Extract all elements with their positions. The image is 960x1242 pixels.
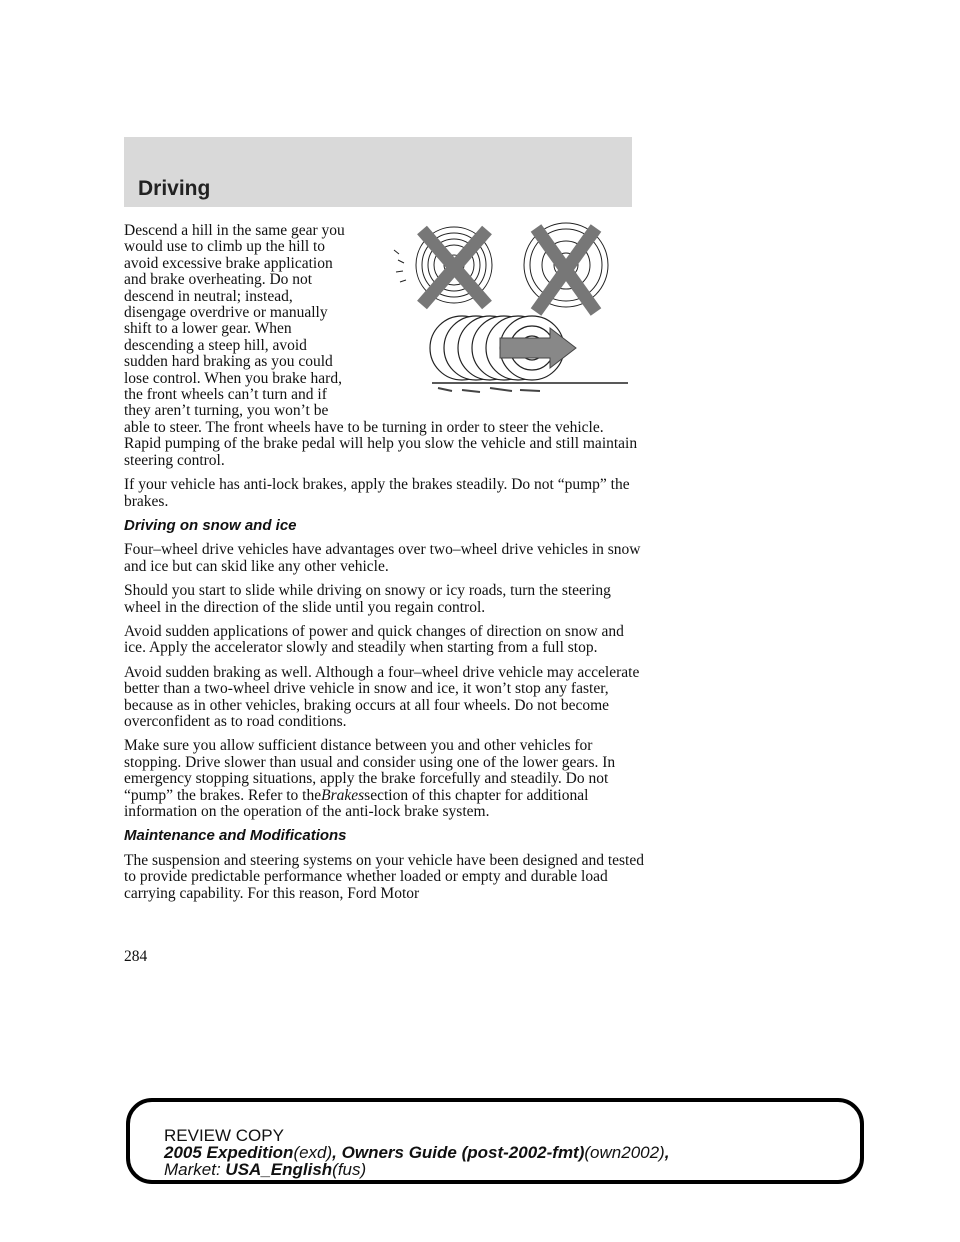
page-content — [124, 223, 644, 910]
footer-market: USA_English — [225, 1160, 333, 1179]
paragraph-text: section of this chapter for additional information on the operation of the anti-lock brake system. — [124, 786, 589, 820]
intro-line: shift to a lower gear. When — [124, 320, 292, 338]
body-paragraph: Four–wheel drive vehicles have advantages over two–wheel drive vehicles in snow and ice but can skid like any other vehicle. — [124, 541, 641, 575]
footer-market-line — [164, 1160, 366, 1180]
chapter-title: Driving — [138, 177, 211, 200]
section-heading-maintenance: Maintenance and Modifications — [124, 827, 347, 845]
page-number: 284 — [124, 948, 148, 965]
footer-separator: , — [664, 1143, 670, 1162]
footer-guide-code: (own2002) — [584, 1143, 665, 1162]
intro-line: avoid excessive brake application — [124, 254, 333, 272]
intro-line: lose control. When you brake hard, — [124, 369, 342, 387]
intro-line: sudden hard braking as you could — [124, 353, 333, 371]
intro-line: they aren’t turning, you won’t be — [124, 402, 329, 420]
intro-wrapped-lines — [124, 223, 644, 420]
intro-line: the front wheels can’t turn and if — [124, 386, 327, 404]
abs-paragraph: If your vehicle has anti-lock brakes, apply the brakes steadily. Do not “pump” the brakes. — [124, 476, 630, 510]
paragraph-text: Make sure you allow sufficient distance between you and other vehicles for stopping. Drive slower than usual and consider using one of the lower gears. In emergency stopping situations, apply the brake forcefully and steadily. Do not “pump” the brakes. Refer to the — [124, 737, 616, 804]
intro-line: and brake overheating. Do not — [124, 271, 313, 289]
footer-separator: , — [332, 1143, 342, 1162]
body-paragraph: Avoid sudden braking as well. Although a four–wheel drive vehicle may accelerate better than a two-wheel drive vehicle in snow and ice, it won’t stop any faster, because as in other vehicles, braking occurs at all four wheels. Do not become overconfident as to road conditions. — [124, 663, 640, 730]
footer-guide: Owners Guide (post-2002-fmt) — [341, 1143, 585, 1162]
footer-market-label: Market: — [164, 1160, 221, 1179]
footer-market-code: (fus) — [332, 1160, 367, 1179]
intro-line: descend in neutral; instead, — [124, 287, 293, 305]
section-heading-snow-ice: Driving on snow and ice — [124, 516, 297, 534]
body-paragraph — [124, 738, 644, 820]
intro-line: would use to climb up the hill to — [124, 238, 326, 256]
intro-line: descending a steep hill, avoid — [124, 336, 307, 354]
body-paragraph: Avoid sudden applications of power and quick changes of direction on snow and ice. Apply the accelerator slowly and steadily when starting from a full stop. — [124, 622, 624, 657]
intro-line: disengage overdrive or manually — [124, 304, 328, 322]
brakes-reference: Brakes — [321, 786, 365, 804]
body-paragraph: The suspension and steering systems on your vehicle have been designed and tested to provide predictable performance whether loaded or empty and durable load carrying capability. For this reason, Ford Motor — [124, 851, 644, 902]
intro-line: Descend a hill in the same gear you — [124, 222, 345, 239]
footer-model: 2005 Expedition — [164, 1143, 294, 1162]
intro-paragraph-tail: able to steer. The front wheels have to be turning in order to steer the vehicle. Rapid pumping of the brake pedal will help you slow the vehicle and still maintain steering control. — [124, 418, 638, 469]
footer-model-code: (exd) — [293, 1143, 333, 1162]
footer-review-label: REVIEW COPY — [164, 1126, 284, 1145]
body-paragraph: Should you start to slide while driving on snowy or icy roads, turn the steering wheel in the direction of the slide until you regain control. — [124, 582, 611, 616]
